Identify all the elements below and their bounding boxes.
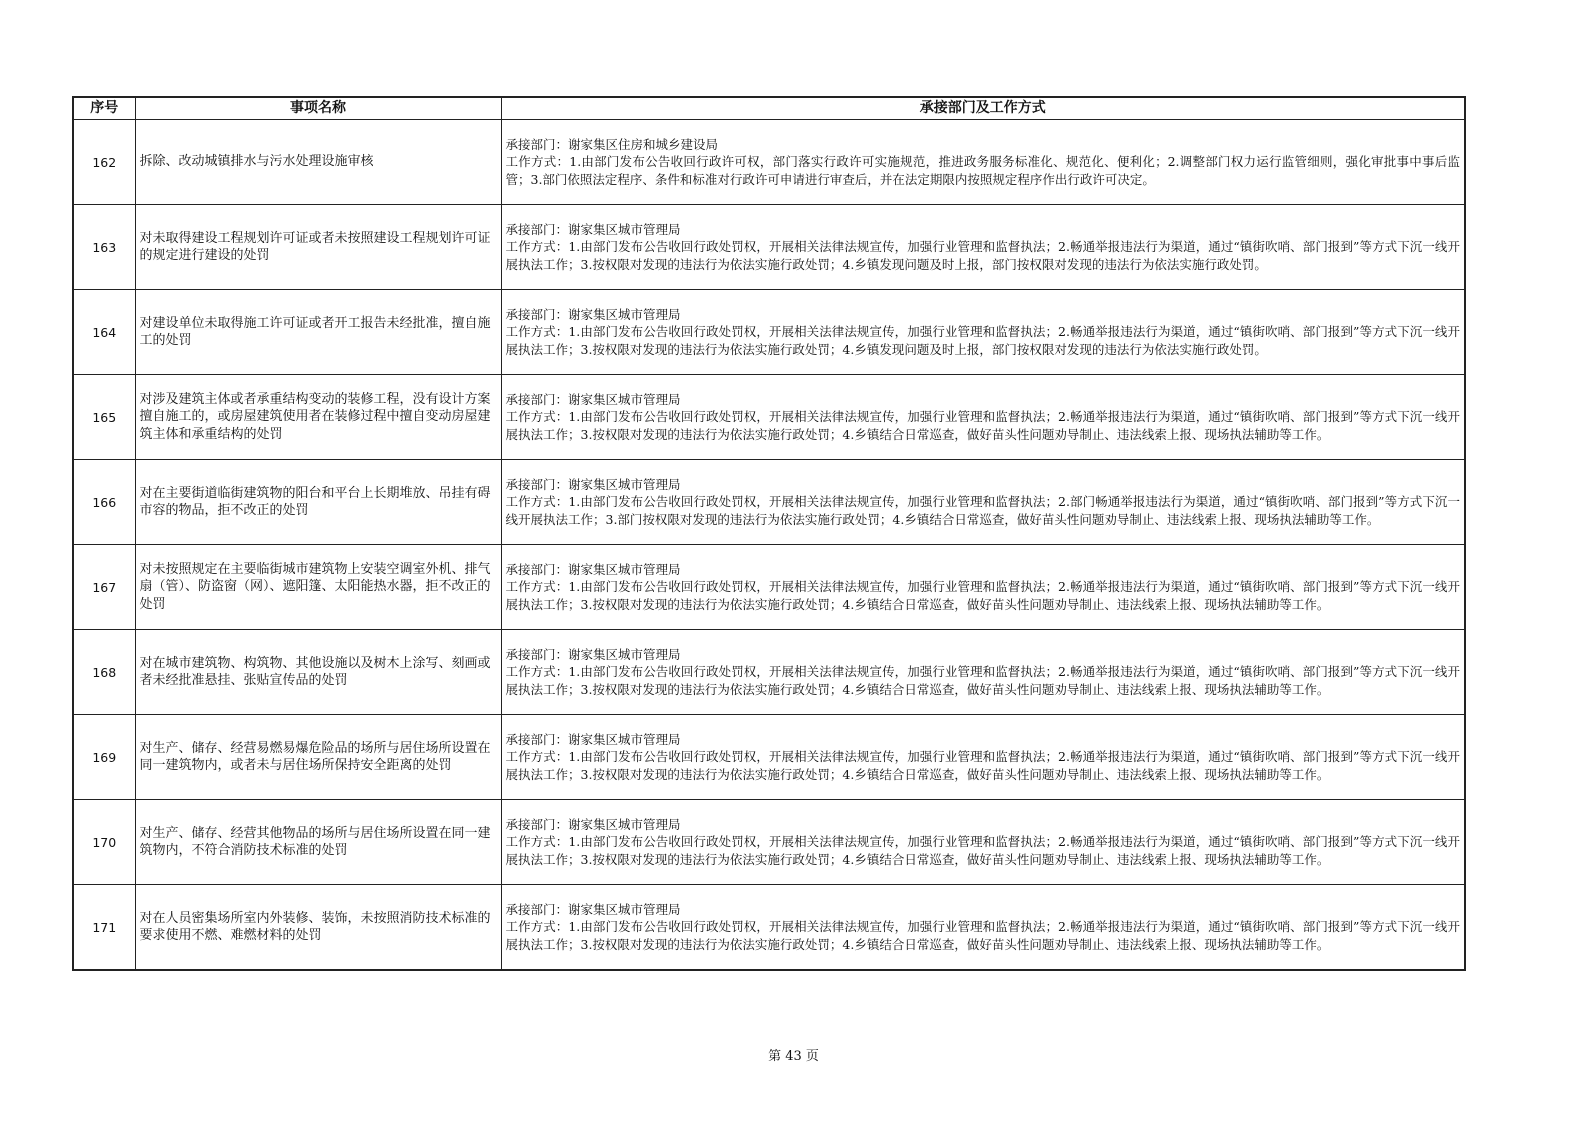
receiving-dept: 承接部门：谢家集区城市管理局 bbox=[505, 731, 681, 747]
receiving-dept: 承接部门：谢家集区城市管理局 bbox=[505, 901, 681, 917]
receiving-dept: 承接部门：谢家集区城市管理局 bbox=[505, 646, 681, 662]
row-number: 166 bbox=[73, 460, 135, 545]
table-row bbox=[73, 715, 1465, 800]
matter-name: 对在人员密集场所室内外装修、装饰，未按照消防技术标准的要求使用不燃、难燃材料的处罚 bbox=[135, 885, 501, 971]
table-row bbox=[73, 205, 1465, 290]
matter-name: 对在主要街道临街建筑物的阳台和平台上长期堆放、吊挂有碍市容的物品，拒不改正的处罚 bbox=[135, 460, 501, 545]
row-number: 168 bbox=[73, 630, 135, 715]
receiving-dept: 承接部门：谢家集区城市管理局 bbox=[505, 476, 681, 492]
matter-name: 对涉及建筑主体或者承重结构变动的装修工程，没有设计方案擅自施工的，或房屋建筑使用者在装修过程中擅自变动房屋建筑主体和承重结构的处罚 bbox=[135, 375, 501, 460]
dept-cell bbox=[501, 205, 1465, 290]
matters-table bbox=[72, 96, 1466, 971]
header-name: 事项名称 bbox=[135, 97, 501, 120]
row-number: 170 bbox=[73, 800, 135, 885]
row-number: 162 bbox=[73, 120, 135, 205]
row-number: 171 bbox=[73, 885, 135, 971]
work-method: 工作方式：1.由部门发布公告收回行政处罚权，开展相关法律法规宣传，加强行业管理和监督执法；2.畅通举报违法行为渠道，通过“镇街吹哨、部门报到”等方式下沉一线开展执法工作；3.按权限对发现的违法行为依法实施行政处罚；4.乡镇结合日常巡查，做好苗头性问题劝导制止、违法线索上报、现场执法辅助等工作。 bbox=[505, 749, 1460, 782]
matter-name: 对建设单位未取得施工许可证或者开工报告未经批准，擅自施工的处罚 bbox=[135, 290, 501, 375]
matter-name: 对生产、储存、经营其他物品的场所与居住场所设置在同一建筑物内，不符合消防技术标准的处罚 bbox=[135, 800, 501, 885]
receiving-dept: 承接部门：谢家集区城市管理局 bbox=[505, 816, 681, 832]
dept-cell bbox=[501, 885, 1465, 971]
table-row bbox=[73, 290, 1465, 375]
receiving-dept: 承接部门：谢家集区城市管理局 bbox=[505, 306, 681, 322]
dept-cell bbox=[501, 375, 1465, 460]
table-row bbox=[73, 545, 1465, 630]
dept-cell bbox=[501, 800, 1465, 885]
receiving-dept: 承接部门：谢家集区城市管理局 bbox=[505, 391, 681, 407]
dept-cell bbox=[501, 290, 1465, 375]
table-header-row bbox=[73, 97, 1465, 120]
work-method: 工作方式：1.由部门发布公告收回行政处罚权，开展相关法律法规宣传，加强行业管理和监督执法；2.畅通举报违法行为渠道，通过“镇街吹哨、部门报到”等方式下沉一线开展执法工作；3.按权限对发现的违法行为依法实施行政处罚；4.乡镇结合日常巡查，做好苗头性问题劝导制止、违法线索上报、现场执法辅助等工作。 bbox=[505, 409, 1460, 442]
table-row bbox=[73, 375, 1465, 460]
dept-cell bbox=[501, 120, 1465, 205]
receiving-dept: 承接部门：谢家集区城市管理局 bbox=[505, 221, 681, 237]
dept-cell bbox=[501, 630, 1465, 715]
header-dept: 承接部门及工作方式 bbox=[501, 97, 1465, 120]
table-row bbox=[73, 630, 1465, 715]
matter-name: 拆除、改动城镇排水与污水处理设施审核 bbox=[135, 120, 501, 205]
row-number: 163 bbox=[73, 205, 135, 290]
work-method: 工作方式：1.由部门发布公告收回行政处罚权，开展相关法律法规宣传，加强行业管理和监督执法；2.畅通举报违法行为渠道，通过“镇街吹哨、部门报到”等方式下沉一线开展执法工作；3.按权限对发现的违法行为依法实施行政处罚；4.乡镇结合日常巡查，做好苗头性问题劝导制止、违法线索上报、现场执法辅助等工作。 bbox=[505, 834, 1460, 867]
work-method: 工作方式：1.由部门发布公告收回行政处罚权，开展相关法律法规宣传，加强行业管理和监督执法；2.畅通举报违法行为渠道，通过“镇街吹哨、部门报到”等方式下沉一线开展执法工作；3.按权限对发现的违法行为依法实施行政处罚；4.乡镇结合日常巡查，做好苗头性问题劝导制止、违法线索上报、现场执法辅助等工作。 bbox=[505, 664, 1460, 697]
receiving-dept: 承接部门：谢家集区城市管理局 bbox=[505, 561, 681, 577]
matter-name: 对生产、储存、经营易燃易爆危险品的场所与居住场所设置在同一建筑物内，或者未与居住场所保持安全距离的处罚 bbox=[135, 715, 501, 800]
header-no: 序号 bbox=[73, 97, 135, 120]
row-number: 165 bbox=[73, 375, 135, 460]
table-row bbox=[73, 885, 1465, 971]
work-method: 工作方式：1.由部门发布公告收回行政处罚权，开展相关法律法规宣传，加强行业管理和监督执法；2.畅通举报违法行为渠道，通过“镇街吹哨、部门报到”等方式下沉一线开展执法工作；3.按权限对发现的违法行为依法实施行政处罚；4.乡镇发现问题及时上报，部门按权限对发现的违法行为依法实施行政处罚。 bbox=[505, 239, 1460, 272]
table-row bbox=[73, 800, 1465, 885]
matter-name: 对在城市建筑物、构筑物、其他设施以及树木上涂写、刻画或者未经批准悬挂、张贴宣传品的处罚 bbox=[135, 630, 501, 715]
row-number: 164 bbox=[73, 290, 135, 375]
work-method: 工作方式：1.由部门发布公告收回行政处罚权，开展相关法律法规宣传，加强行业管理和监督执法；2.畅通举报违法行为渠道，通过“镇街吹哨、部门报到”等方式下沉一线开展执法工作；3.按权限对发现的违法行为依法实施行政处罚；4.乡镇结合日常巡查，做好苗头性问题劝导制止、违法线索上报、现场执法辅助等工作。 bbox=[505, 579, 1460, 612]
row-number: 167 bbox=[73, 545, 135, 630]
page-number: 第 43 页 bbox=[768, 1049, 819, 1064]
dept-cell bbox=[501, 715, 1465, 800]
work-method: 工作方式：1.由部门发布公告收回行政处罚权，开展相关法律法规宣传，加强行业管理和监督执法；2.部门畅通举报违法行为渠道，通过“镇街吹哨、部门报到”等方式下沉一线开展执法工作；3.部门按权限对发现的违法行为依法实施行政处罚；4.乡镇结合日常巡查，做好苗头性问题劝导制止、违法线索上报、现场执法辅助等工作。 bbox=[505, 494, 1460, 527]
matter-name: 对未按照规定在主要临街城市建筑物上安装空调室外机、排气扇（管）、防盗窗（网）、遮阳篷、太阳能热水器，拒不改正的处罚 bbox=[135, 545, 501, 630]
receiving-dept: 承接部门：谢家集区住房和城乡建设局 bbox=[505, 136, 719, 152]
row-number: 169 bbox=[73, 715, 135, 800]
dept-cell bbox=[501, 545, 1465, 630]
work-method: 工作方式：1.由部门发布公告收回行政处罚权，开展相关法律法规宣传，加强行业管理和监督执法；2.畅通举报违法行为渠道，通过“镇街吹哨、部门报到”等方式下沉一线开展执法工作；3.按权限对发现的违法行为依法实施行政处罚；4.乡镇发现问题及时上报，部门按权限对发现的违法行为依法实施行政处罚。 bbox=[505, 324, 1460, 357]
work-method: 工作方式：1.由部门发布公告收回行政处罚权，开展相关法律法规宣传，加强行业管理和监督执法；2.畅通举报违法行为渠道，通过“镇街吹哨、部门报到”等方式下沉一线开展执法工作；3.按权限对发现的违法行为依法实施行政处罚；4.乡镇结合日常巡查，做好苗头性问题劝导制止、违法线索上报、现场执法辅助等工作。 bbox=[505, 919, 1460, 952]
table-row bbox=[73, 460, 1465, 545]
dept-cell bbox=[501, 460, 1465, 545]
work-method: 工作方式：1.由部门发布公告收回行政许可权，部门落实行政许可实施规范，推进政务服务标准化、规范化、便利化；2.调整部门权力运行监管细则，强化审批事中事后监管；3.部门依照法定程序、条件和标准对行政许可申请进行审查后，并在法定期限内按照规定程序作出行政许可决定。 bbox=[505, 154, 1460, 187]
table-row bbox=[73, 120, 1465, 205]
matter-name: 对未取得建设工程规划许可证或者未按照建设工程规划许可证的规定进行建设的处罚 bbox=[135, 205, 501, 290]
